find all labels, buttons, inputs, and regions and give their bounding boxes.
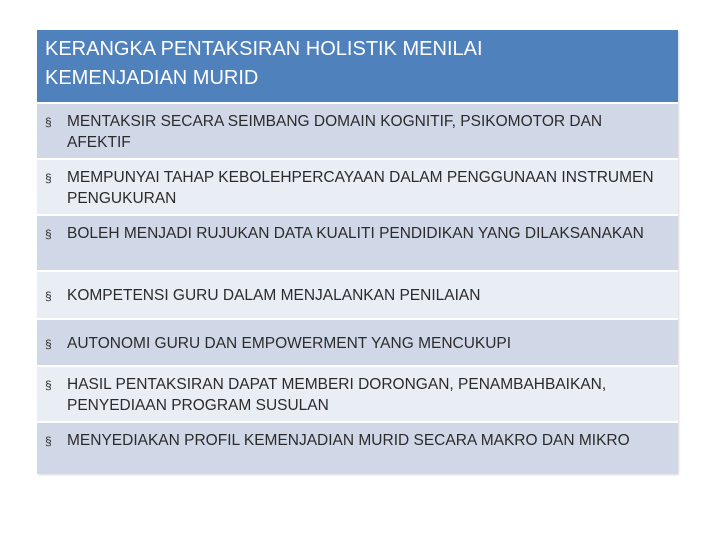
row-text: KOMPETENSI GURU DALAM MENJALANKAN PENILAIAN bbox=[67, 287, 481, 304]
bullet-icon: § bbox=[45, 337, 52, 351]
bullet-icon: § bbox=[45, 378, 52, 392]
bullet-icon: § bbox=[45, 171, 52, 185]
bullet-icon: § bbox=[45, 289, 52, 303]
table-row bbox=[37, 365, 678, 421]
assessment-framework-table bbox=[37, 30, 678, 474]
table-row bbox=[37, 270, 678, 318]
row-text: MEMPUNYAI TAHAP KEBOLEHPERCAYAAN DALAM PENGGUNAAN INSTRUMEN PENGUKURAN bbox=[67, 169, 654, 207]
bullet-icon: § bbox=[45, 434, 52, 448]
bullet-icon: § bbox=[45, 115, 52, 129]
row-text: AUTONOMI GURU DAN EMPOWERMENT YANG MENCUKUPI bbox=[67, 335, 512, 352]
table-row bbox=[37, 214, 678, 270]
table-row bbox=[37, 421, 678, 474]
row-text: MENTAKSIR SECARA SEIMBANG DOMAIN KOGNITIF, PSIKOMOTOR DAN AFEKTIF bbox=[67, 113, 603, 151]
table-header bbox=[37, 30, 678, 102]
row-text: MENYEDIAKAN PROFIL KEMENJADIAN MURID SECARA MAKRO DAN MIKRO bbox=[67, 432, 630, 449]
table-row bbox=[37, 102, 678, 158]
bullet-icon: § bbox=[45, 227, 52, 241]
slide-title: KERANGKA PENTAKSIRAN HOLISTIK MENILAI KEMENJADIAN MURID bbox=[45, 38, 483, 89]
row-text: BOLEH MENJADI RUJUKAN DATA KUALITI PENDIDIKAN YANG DILAKSANAKAN bbox=[67, 225, 644, 242]
table-row bbox=[37, 318, 678, 365]
row-text: HASIL PENTAKSIRAN DAPAT MEMBERI DORONGAN, PENAMBAHBAIKAN, PENYEDIAAN PROGRAM SUSULAN bbox=[67, 376, 607, 414]
table-row bbox=[37, 158, 678, 214]
